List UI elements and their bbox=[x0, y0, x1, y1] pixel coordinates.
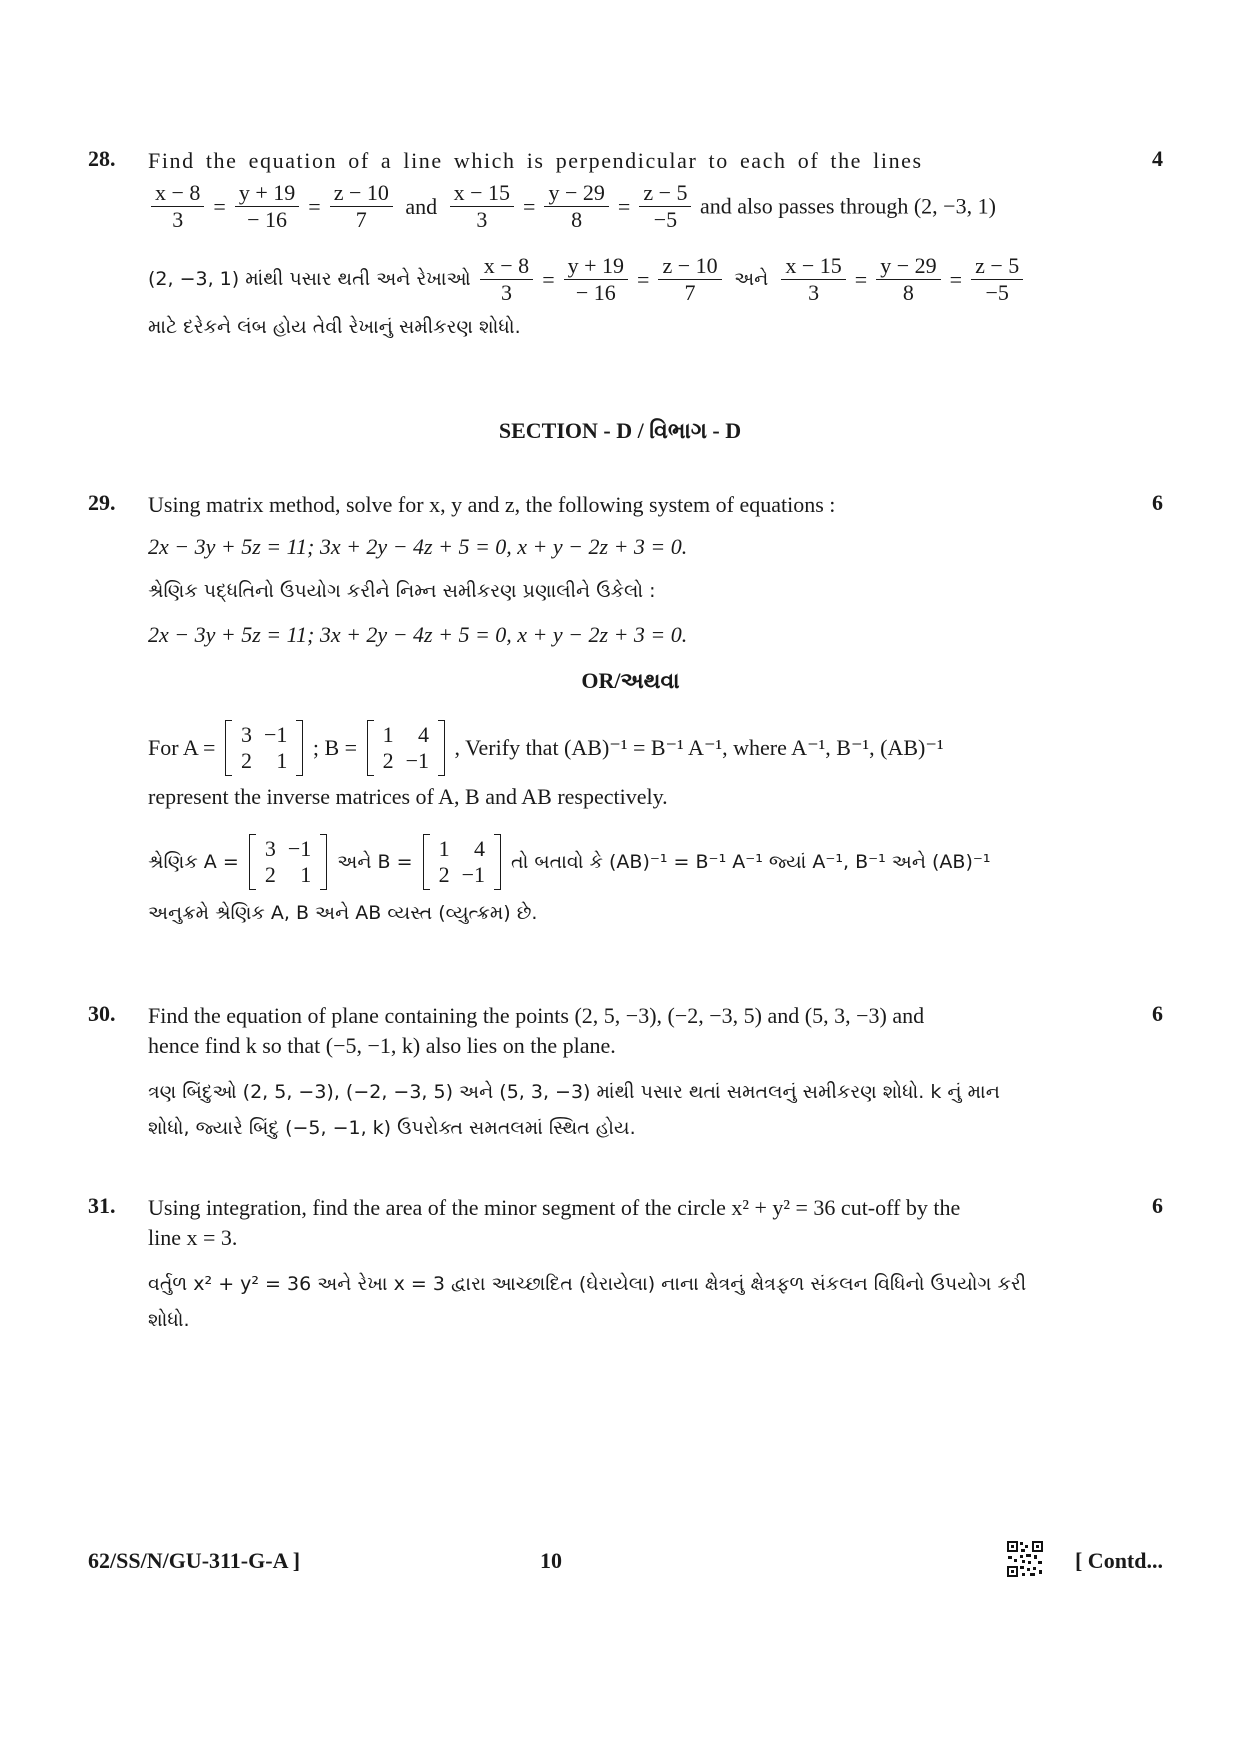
equations-gu: 2x − 3y + 5z = 11; 3x + 2y − 4z + 5 = 0, x + y − 2z + 3 = 0. bbox=[148, 622, 688, 647]
question-text-en: Using matrix method, solve for x, y and z, the following system of equations : bbox=[148, 492, 836, 517]
fraction: $\frac{y + 19}{- 16}$ bbox=[564, 253, 628, 306]
or-question-gu-line2: અનુક્રમે શ્રેણિક A, B અને AB વ્યસ્ત (વ્યુત્ક્રમ) છે. bbox=[148, 902, 538, 924]
fraction: $\frac{y - 29}{8}$ bbox=[876, 253, 940, 306]
question-text-en-line2: hence find k so that (−5, −1, k) also lies on the plane. bbox=[148, 1033, 616, 1058]
or-label: OR/અથવા bbox=[581, 668, 680, 693]
matrix-b: 1 4 2 −1 bbox=[423, 834, 501, 890]
question-number: 29. bbox=[88, 490, 116, 515]
question-text-gu-line2: શોધો, જ્યારે બિંદુ (−5, −1, k) ઉપરોક્ત સમતલમાં સ્થિત હોય. bbox=[148, 1117, 636, 1139]
question-number: 30. bbox=[88, 1001, 116, 1026]
gu-verify-text: તો બતાવો કે (AB)⁻¹ = B⁻¹ A⁻¹ જ્યાં A⁻¹, B⁻¹ અને (AB)⁻¹ bbox=[511, 851, 991, 873]
question-number: 28. bbox=[88, 146, 116, 171]
verify-text: , Verify that (AB)⁻¹ = B⁻¹ A⁻¹, where A⁻¹, B⁻¹, (AB)⁻¹ bbox=[454, 735, 944, 760]
question-tail-en: and also passes through (2, −3, 1) bbox=[699, 193, 996, 219]
and-label: and bbox=[405, 193, 438, 219]
b-label: ; B = bbox=[312, 735, 358, 760]
or-question-en-line2: represent the inverse matrices of A, B and AB respectively. bbox=[148, 784, 668, 809]
question-text-gu-line2: માટે દરેકને લંબ હોય તેવી રેખાનું સમીકરણ શોધો. bbox=[148, 316, 521, 338]
section-heading: SECTION - D / વિભાગ - D bbox=[498, 418, 742, 443]
qr-code-icon bbox=[1006, 1540, 1044, 1578]
question-text-gu: ત્રણ બિંદુઓ (2, 5, −3), (−2, −3, 5) અને (5, 3, −3) માંથી પસાર થતાં સમતલનું સમીકરણ શોધો. k નું માન bbox=[148, 1081, 1000, 1103]
equations-en: 2x − 3y + 5z = 11; 3x + 2y − 4z + 5 = 0, x + y − 2z + 3 = 0. bbox=[148, 534, 688, 559]
or-question-gu bbox=[148, 834, 1113, 890]
page-footer bbox=[88, 1540, 1163, 1590]
line-equations-en: $\frac{x - 8}{3}$ = $\frac{y + 19}{- 16}$ = $\frac{z - 10}{7}$ and $\frac{x - 15}{3}$ = $\frac{y - 29}{8}$ = $\frac{z - 5}{-5}$ and also passes through (2, −3, 1) bbox=[148, 180, 1113, 233]
and-label-gu: અને bbox=[734, 268, 769, 291]
question-29 bbox=[88, 490, 1163, 928]
question-text-en: Using integration, find the area of the minor segment of the circle x² + y² = 36 cut-off by the bbox=[148, 1195, 961, 1220]
gu-a-label: શ્રેણિક A = bbox=[148, 851, 239, 873]
gu-b-label: અને B = bbox=[337, 851, 413, 873]
for-label: For A = bbox=[148, 735, 216, 760]
question-text-en: Find the equation of a line which is perpendicular to each of the lines bbox=[148, 148, 923, 173]
paper-code: 62/SS/N/GU-311-G-A ] bbox=[88, 1548, 301, 1573]
question-text-gu: (2, −3, 1) માંથી પસાર થતી અને રેખાઓ bbox=[148, 268, 471, 291]
matrix-a: 3 −1 2 1 bbox=[225, 720, 303, 776]
continued-label: [ Contd... bbox=[1074, 1548, 1163, 1573]
question-text-gu-line2: શોધો. bbox=[148, 1309, 190, 1331]
question-text-gu: શ્રેણિક પદ્ધતિનો ઉપયોગ કરીને નિમ્ન સમીકરણ પ્રણાલીને ઉકેલો : bbox=[148, 580, 656, 602]
matrix-b: 1 4 2 −1 bbox=[367, 720, 445, 776]
fraction: $\frac{z - 5}{-5}$ bbox=[639, 180, 691, 233]
fraction: $\frac{y - 29}{8}$ bbox=[544, 180, 608, 233]
matrix-a: 3 −1 2 1 bbox=[249, 834, 327, 890]
question-text-gu: વર્તુળ x² + y² = 36 અને રેખા x = 3 દ્વારા આચ્છાદિત (ઘેરાયેલા) નાના ક્ષેત્રનું ક્ષેત્રફળ સંકલન વિધિનો ઉપયોગ કરી bbox=[148, 1273, 1027, 1295]
fraction: $\frac{y + 19}{- 16}$ bbox=[235, 180, 299, 233]
question-text-en-line2: line x = 3. bbox=[148, 1225, 238, 1250]
line-equations-gu: (2, −3, 1) માંથી પસાર થતી અને રેખાઓ $\frac{x - 8}{3}$ = $\frac{y + 19}{- 16}$ = $\frac{z - 10}{7}$ અને $\frac{x - 15}{3}$ = $\frac{y - 29}{8}$ = $\frac{z - 5}{-5}$ bbox=[148, 253, 1113, 306]
fraction: $\frac{x - 8}{3}$ bbox=[480, 253, 533, 306]
question-31 bbox=[88, 1193, 1163, 1335]
question-number: 31. bbox=[88, 1193, 116, 1218]
or-question-en bbox=[148, 720, 1113, 776]
question-marks: 4 bbox=[1152, 146, 1163, 171]
fraction: $\frac{z - 10}{7}$ bbox=[658, 253, 721, 306]
question-28 bbox=[88, 146, 1163, 342]
fraction: $\frac{x - 15}{3}$ bbox=[450, 180, 514, 233]
question-marks: 6 bbox=[1152, 490, 1163, 515]
page-number: 10 bbox=[540, 1548, 562, 1573]
question-marks: 6 bbox=[1152, 1193, 1163, 1218]
fraction: $\frac{z - 10}{7}$ bbox=[330, 180, 393, 233]
question-marks: 6 bbox=[1152, 1001, 1163, 1026]
fraction: $\frac{x - 15}{3}$ bbox=[781, 253, 845, 306]
fraction: $\frac{z - 5}{-5}$ bbox=[971, 253, 1023, 306]
fraction: $\frac{x - 8}{3}$ bbox=[151, 180, 204, 233]
question-text-en: Find the equation of plane containing the points (2, 5, −3), (−2, −3, 5) and (5, 3, −3) and bbox=[148, 1003, 925, 1028]
question-30 bbox=[88, 1001, 1163, 1143]
